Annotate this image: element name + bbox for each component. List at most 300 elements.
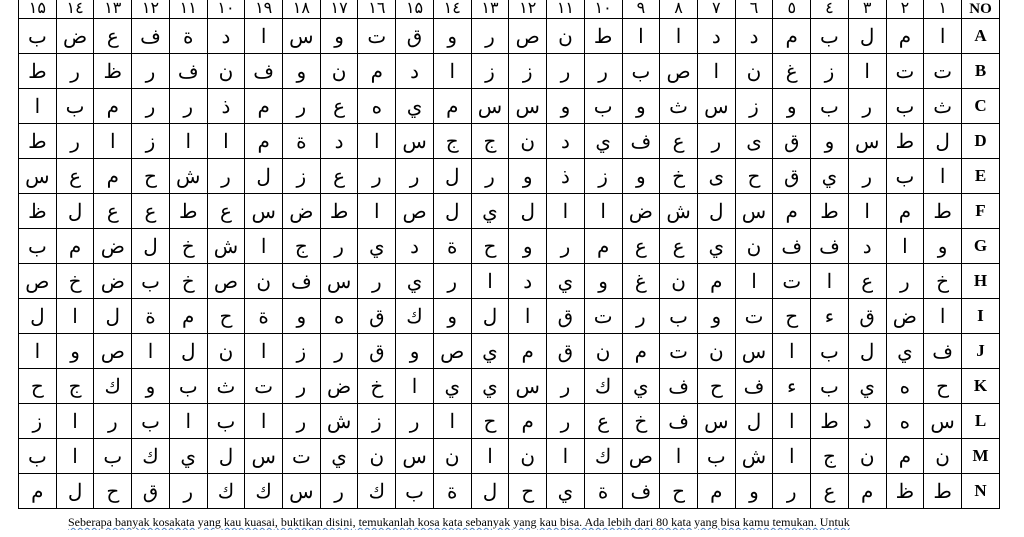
grid-cell: ب xyxy=(697,439,735,474)
grid-cell: م xyxy=(886,19,924,54)
grid-cell: ذ xyxy=(207,89,245,124)
grid-cell: ر xyxy=(471,19,509,54)
grid-cell: ا xyxy=(924,19,962,54)
grid-cell: ض xyxy=(94,264,132,299)
grid-cell: ق xyxy=(773,159,811,194)
column-number: ۱۲ xyxy=(509,0,547,19)
grid-cell: ن xyxy=(245,264,283,299)
grid-cell: د xyxy=(509,264,547,299)
grid-cell: ف xyxy=(773,229,811,264)
grid-cell: ي xyxy=(396,89,434,124)
grid-cell: م xyxy=(245,89,283,124)
row-label-header: NO xyxy=(961,0,999,19)
grid-cell: ك xyxy=(132,439,170,474)
grid-cell: ب xyxy=(396,474,434,509)
grid-cell: د xyxy=(697,19,735,54)
grid-cell: د xyxy=(848,229,886,264)
grid-cell: ك xyxy=(245,474,283,509)
grid-cell: ب xyxy=(811,334,849,369)
grid-cell: ل xyxy=(433,159,471,194)
grid-cell: ق xyxy=(132,474,170,509)
row-label: M xyxy=(961,439,999,474)
grid-cell: ة xyxy=(169,19,207,54)
grid-cell: ن xyxy=(697,334,735,369)
grid-cell: ز xyxy=(471,54,509,89)
grid-cell: ق xyxy=(396,19,434,54)
grid-cell: ف xyxy=(132,19,170,54)
grid-cell: ن xyxy=(660,264,698,299)
grid-cell: خ xyxy=(358,369,396,404)
grid-cell: ز xyxy=(19,404,57,439)
grid-cell: م xyxy=(56,229,94,264)
grid-cell: ا xyxy=(547,439,585,474)
grid-cell: ر xyxy=(320,334,358,369)
grid-cell: ك xyxy=(358,474,396,509)
grid-cell: ر xyxy=(848,89,886,124)
grid-row xyxy=(19,194,1000,229)
grid-cell: ا xyxy=(245,19,283,54)
grid-cell: ي xyxy=(169,439,207,474)
column-number: ۱٤ xyxy=(433,0,471,19)
grid-cell: ر xyxy=(848,159,886,194)
grid-cell: ق xyxy=(547,334,585,369)
grid-cell: ج xyxy=(811,439,849,474)
grid-cell: ا xyxy=(547,194,585,229)
grid-cell: ر xyxy=(547,369,585,404)
grid-cell: و xyxy=(622,89,660,124)
grid-cell: د xyxy=(735,19,773,54)
grid-cell: ي xyxy=(358,229,396,264)
grid-cell: س xyxy=(320,264,358,299)
grid-cell: ث xyxy=(207,369,245,404)
grid-cell: ر xyxy=(56,124,94,159)
grid-cell: ص xyxy=(622,439,660,474)
grid-cell: و xyxy=(811,124,849,159)
grid-cell: ا xyxy=(19,89,57,124)
grid-cell: ع xyxy=(132,194,170,229)
grid-cell: ز xyxy=(358,404,396,439)
grid-cell: ر xyxy=(320,474,358,509)
grid-row xyxy=(19,404,1000,439)
grid-cell: ر xyxy=(56,54,94,89)
grid-cell: ا xyxy=(207,124,245,159)
grid-cell: ف xyxy=(245,54,283,89)
grid-row xyxy=(19,124,1000,159)
grid-cell: ص xyxy=(509,19,547,54)
grid-cell: ن xyxy=(207,54,245,89)
grid-cell: ص xyxy=(207,264,245,299)
grid-cell: ن xyxy=(358,439,396,474)
grid-cell: ش xyxy=(169,159,207,194)
grid-cell: ن xyxy=(509,439,547,474)
row-label: D xyxy=(961,124,999,159)
grid-cell: ز xyxy=(584,159,622,194)
grid-cell: ي xyxy=(433,369,471,404)
grid-cell: ا xyxy=(245,334,283,369)
grid-cell: ج xyxy=(283,229,321,264)
grid-cell: ع xyxy=(320,89,358,124)
column-number: ٦ xyxy=(735,0,773,19)
grid-cell: ب xyxy=(886,89,924,124)
grid-cell: ر xyxy=(358,264,396,299)
grid-cell: ر xyxy=(584,54,622,89)
grid-cell: ر xyxy=(320,229,358,264)
grid-cell: ث xyxy=(660,89,698,124)
grid-cell: ا xyxy=(773,334,811,369)
grid-cell: ا xyxy=(735,264,773,299)
grid-row xyxy=(19,474,1000,509)
grid-cell: خ xyxy=(924,264,962,299)
grid-cell: ب xyxy=(584,89,622,124)
grid-row xyxy=(19,369,1000,404)
grid-cell: ه xyxy=(886,404,924,439)
grid-cell: د xyxy=(547,124,585,159)
grid-cell: ا xyxy=(56,299,94,334)
grid-cell: ب xyxy=(811,19,849,54)
grid-cell: ت xyxy=(886,54,924,89)
grid-cell: ى xyxy=(697,159,735,194)
column-number: ۱۷ xyxy=(320,0,358,19)
grid-cell: ي xyxy=(811,159,849,194)
grid-cell: ا xyxy=(886,229,924,264)
column-number: ۱۱ xyxy=(547,0,585,19)
grid-cell: ر xyxy=(283,369,321,404)
grid-cell: و xyxy=(56,334,94,369)
grid-cell: س xyxy=(283,19,321,54)
grid-cell: ا xyxy=(169,404,207,439)
grid-cell: ك xyxy=(207,474,245,509)
grid-cell: ن xyxy=(433,439,471,474)
row-label: H xyxy=(961,264,999,299)
grid-cell: ر xyxy=(358,159,396,194)
grid-cell: ط xyxy=(584,19,622,54)
grid-cell: ج xyxy=(471,124,509,159)
grid-cell: س xyxy=(697,89,735,124)
grid-cell: ء xyxy=(773,369,811,404)
grid-cell: و xyxy=(509,229,547,264)
grid-cell: ض xyxy=(56,19,94,54)
grid-cell: خ xyxy=(622,404,660,439)
grid-cell: ل xyxy=(94,299,132,334)
grid-cell: ز xyxy=(735,89,773,124)
grid-cell: م xyxy=(886,439,924,474)
grid-cell: ز xyxy=(132,124,170,159)
grid-cell: ا xyxy=(848,54,886,89)
grid-cell: ا xyxy=(132,334,170,369)
grid-cell: ه xyxy=(358,89,396,124)
grid-cell: ب xyxy=(132,404,170,439)
grid-cell: ن xyxy=(320,54,358,89)
grid-cell: ف xyxy=(283,264,321,299)
grid-cell: ر xyxy=(94,404,132,439)
column-number: ۱۲ xyxy=(132,0,170,19)
column-number: ۱۸ xyxy=(283,0,321,19)
grid-cell: ا xyxy=(471,264,509,299)
grid-cell: ز xyxy=(811,54,849,89)
grid-cell: ب xyxy=(19,229,57,264)
grid-cell: د xyxy=(207,19,245,54)
grid-cell: و xyxy=(396,334,434,369)
grid-cell: ح xyxy=(94,474,132,509)
column-number: ۱۵ xyxy=(396,0,434,19)
header-row xyxy=(19,0,1000,19)
grid-cell: ة xyxy=(132,299,170,334)
grid-cell: ط xyxy=(19,54,57,89)
column-number: ۱ xyxy=(924,0,962,19)
grid-cell: ا xyxy=(358,124,396,159)
grid-cell: ث xyxy=(924,89,962,124)
column-number: ۱۹ xyxy=(245,0,283,19)
grid-cell: ل xyxy=(471,474,509,509)
grid-cell: م xyxy=(622,334,660,369)
grid-cell: ل xyxy=(471,299,509,334)
grid-cell: ي xyxy=(320,439,358,474)
grid-cell: ة xyxy=(584,474,622,509)
grid-cell: ح xyxy=(924,369,962,404)
grid-cell: ش xyxy=(320,404,358,439)
grid-cell: ق xyxy=(773,124,811,159)
grid-cell: ن xyxy=(735,54,773,89)
grid-cell: ع xyxy=(94,194,132,229)
grid-cell: ا xyxy=(622,19,660,54)
grid-cell: ش xyxy=(207,229,245,264)
grid-cell: م xyxy=(433,89,471,124)
grid-cell: م xyxy=(94,159,132,194)
grid-cell: ي xyxy=(547,264,585,299)
grid-cell: ل xyxy=(697,194,735,229)
grid-cell: ر xyxy=(169,474,207,509)
grid-cell: ا xyxy=(19,334,57,369)
grid-row xyxy=(19,334,1000,369)
grid-cell: ي xyxy=(396,264,434,299)
grid-cell: خ xyxy=(660,159,698,194)
grid-cell: ى xyxy=(735,124,773,159)
grid-cell: د xyxy=(396,229,434,264)
grid-cell: خ xyxy=(56,264,94,299)
grid-cell: ل xyxy=(433,194,471,229)
grid-cell: ع xyxy=(622,229,660,264)
grid-cell: ي xyxy=(471,194,509,229)
grid-cell: س xyxy=(283,474,321,509)
grid-cell: ا xyxy=(245,404,283,439)
grid-cell: ص xyxy=(396,194,434,229)
grid-cell: ل xyxy=(245,159,283,194)
grid-cell: ل xyxy=(848,334,886,369)
grid-cell: ا xyxy=(396,369,434,404)
grid-row xyxy=(19,229,1000,264)
grid-cell: س xyxy=(471,89,509,124)
grid-cell: ب xyxy=(811,89,849,124)
grid-cell: د xyxy=(848,404,886,439)
grid-cell: ي xyxy=(886,334,924,369)
grid-cell: ض xyxy=(886,299,924,334)
grid-cell: ع xyxy=(584,404,622,439)
grid-cell: ا xyxy=(56,404,94,439)
row-label: G xyxy=(961,229,999,264)
grid-cell: ي xyxy=(622,369,660,404)
grid-row xyxy=(19,264,1000,299)
grid-cell: س xyxy=(735,334,773,369)
grid-cell: س xyxy=(848,124,886,159)
grid-cell: ل xyxy=(169,334,207,369)
grid-cell: ر xyxy=(547,404,585,439)
grid-cell: ب xyxy=(132,264,170,299)
grid-cell: ن xyxy=(848,439,886,474)
grid-cell: ر xyxy=(132,89,170,124)
row-label: F xyxy=(961,194,999,229)
grid-cell: ج xyxy=(433,124,471,159)
grid-cell: ا xyxy=(773,439,811,474)
grid-cell: ج xyxy=(56,369,94,404)
grid-cell: ا xyxy=(169,124,207,159)
column-number: ۱٤ xyxy=(56,0,94,19)
grid-cell: و xyxy=(924,229,962,264)
grid-row xyxy=(19,19,1000,54)
grid-cell: ع xyxy=(56,159,94,194)
grid-cell: و xyxy=(697,299,735,334)
grid-cell: م xyxy=(697,264,735,299)
grid-cell: و xyxy=(735,474,773,509)
grid-cell: ر xyxy=(132,54,170,89)
grid-row xyxy=(19,159,1000,194)
grid-cell: ص xyxy=(94,334,132,369)
grid-cell: و xyxy=(773,89,811,124)
grid-cell: ش xyxy=(735,439,773,474)
grid-cell: ض xyxy=(320,369,358,404)
row-label: J xyxy=(961,334,999,369)
grid-cell: ر xyxy=(547,229,585,264)
grid-cell: و xyxy=(283,54,321,89)
grid-cell: م xyxy=(773,194,811,229)
grid-cell: ر xyxy=(471,159,509,194)
grid-cell: ل xyxy=(207,439,245,474)
grid-cell: ق xyxy=(547,299,585,334)
grid-cell: س xyxy=(697,404,735,439)
grid-cell: م xyxy=(886,194,924,229)
grid-cell: ح xyxy=(207,299,245,334)
grid-cell: ر xyxy=(773,474,811,509)
grid-cell: ه xyxy=(320,299,358,334)
grid-cell: ط xyxy=(320,194,358,229)
grid-cell: ا xyxy=(471,439,509,474)
grid-cell: ع xyxy=(811,474,849,509)
grid-cell: ت xyxy=(773,264,811,299)
grid-cell: ا xyxy=(773,404,811,439)
grid-cell: ظ xyxy=(886,474,924,509)
grid-cell: ح xyxy=(697,369,735,404)
column-number: ۱۰ xyxy=(584,0,622,19)
grid-cell: ح xyxy=(735,159,773,194)
grid-cell: ف xyxy=(924,334,962,369)
grid-cell: ش xyxy=(660,194,698,229)
grid-cell: ن xyxy=(509,124,547,159)
row-label: A xyxy=(961,19,999,54)
grid-cell: ا xyxy=(924,159,962,194)
grid-cell: م xyxy=(169,299,207,334)
grid-cell: ح xyxy=(132,159,170,194)
grid-cell: ر xyxy=(396,159,434,194)
grid-cell: ة xyxy=(433,474,471,509)
grid-cell: ل xyxy=(19,299,57,334)
column-number: ٥ xyxy=(773,0,811,19)
grid-cell: م xyxy=(245,124,283,159)
grid-cell: ت xyxy=(245,369,283,404)
grid-cell: ي xyxy=(471,334,509,369)
grid-cell: ا xyxy=(358,194,396,229)
grid-cell: ت xyxy=(924,54,962,89)
column-number: ۱٦ xyxy=(358,0,396,19)
grid-cell: س xyxy=(396,439,434,474)
grid-cell: ة xyxy=(245,299,283,334)
grid-cell: ر xyxy=(283,404,321,439)
grid-cell: س xyxy=(396,124,434,159)
grid-cell: ق xyxy=(848,299,886,334)
grid-cell: ا xyxy=(94,124,132,159)
grid-cell: ق xyxy=(358,334,396,369)
grid-cell: و xyxy=(433,299,471,334)
grid-cell: ح xyxy=(19,369,57,404)
grid-cell: ت xyxy=(584,299,622,334)
grid-cell: ص xyxy=(433,334,471,369)
grid-cell: ة xyxy=(433,229,471,264)
grid-cell: خ xyxy=(169,264,207,299)
grid-cell: ف xyxy=(811,229,849,264)
grid-cell: ح xyxy=(660,474,698,509)
grid-cell: ا xyxy=(660,439,698,474)
column-number: ۱۱ xyxy=(169,0,207,19)
row-label: N xyxy=(961,474,999,509)
grid-cell: ن xyxy=(547,19,585,54)
grid-cell: س xyxy=(509,369,547,404)
grid-cell: ا xyxy=(811,264,849,299)
column-number: ۷ xyxy=(697,0,735,19)
grid-cell: ف xyxy=(169,54,207,89)
grid-cell: ض xyxy=(94,229,132,264)
instructions-text: Seberapa banyak kosakata yang kau kuasai, buktikan disini, temukanlah kosa kata sebanyak yang kau bisa. Ada lebih dari 80 kata yang bisa kamu temukan. Untuk xyxy=(68,515,850,529)
grid-cell: ص xyxy=(19,264,57,299)
grid-cell: ض xyxy=(283,194,321,229)
grid-cell: ز xyxy=(283,159,321,194)
grid-cell: ل xyxy=(132,229,170,264)
grid-cell: غ xyxy=(773,54,811,89)
grid-cell: ن xyxy=(584,334,622,369)
column-number: ٤ xyxy=(811,0,849,19)
column-number: ۳ xyxy=(848,0,886,19)
grid-cell: ك xyxy=(396,299,434,334)
grid-cell: د xyxy=(396,54,434,89)
grid-cell: ن xyxy=(735,229,773,264)
grid-cell: ة xyxy=(283,124,321,159)
grid-cell: ل xyxy=(509,194,547,229)
grid-row xyxy=(19,89,1000,124)
grid-cell: م xyxy=(509,404,547,439)
grid-cell: و xyxy=(584,264,622,299)
grid-cell: ا xyxy=(245,229,283,264)
grid-cell: ط xyxy=(886,124,924,159)
grid-cell: ت xyxy=(735,299,773,334)
grid-cell: م xyxy=(509,334,547,369)
column-number: ۲ xyxy=(886,0,924,19)
grid-cell: ر xyxy=(207,159,245,194)
grid-cell: ع xyxy=(660,229,698,264)
grid-cell: ر xyxy=(169,89,207,124)
grid-cell: س xyxy=(19,159,57,194)
grid-cell: ل xyxy=(735,404,773,439)
column-number: ۸ xyxy=(660,0,698,19)
grid-cell: ا xyxy=(584,194,622,229)
grid-cell: غ xyxy=(622,264,660,299)
grid-cell: و xyxy=(283,299,321,334)
